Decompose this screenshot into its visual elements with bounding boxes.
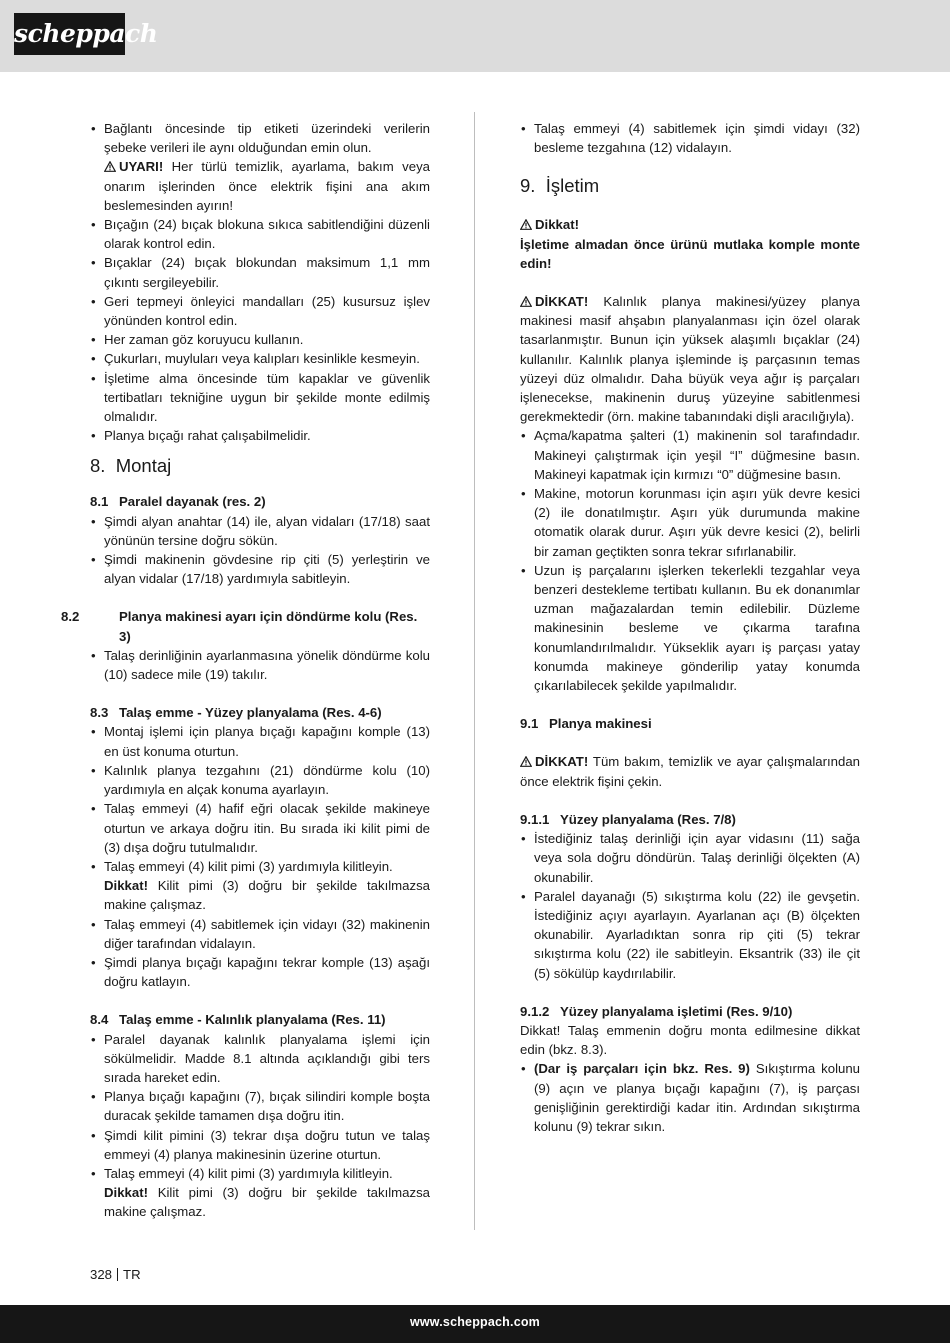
subsection-heading: 9.1.1 Yüzey planyalama (Res. 7/8) [520,811,736,827]
list-item: • Paralel dayanak kalınlık planyalama işlemi için sökülmelidir. Madde 8.1 altında açıklandığı gibi ters sırada hareket edin. [90,1030,430,1088]
right-column [520,119,860,1136]
warning-triangle-icon [520,217,535,232]
list-item: • Şimdi makinenin gövdesine rip çiti (5) yerleştirin ve alyan vidalar (17/18) yardımıyla sabitleyin. [90,550,430,588]
list-item: • Çukurları, muyluları veya kalıpları kesinlikle kesmeyin. [90,349,430,368]
list-item: • Şimdi alyan anahtar (14) ile, alyan vidaları (17/18) saat yönünün tersine doğru sökün. [90,512,430,550]
header-bar [0,0,950,72]
list-item: • Talaş emmeyi (4) kilit pimi (3) yardımıyla kilitleyin. Dikkat! Kilit pimi (3) doğru bir şekilde takılmazsa makine çalışmaz. [90,857,430,915]
attention-note: Dikkat! [520,215,860,234]
list-item: • Şimdi kilit pimini (3) tekrar dışa doğru tutun ve talaş emmeyi (4) planya makinesinin üzerine oturtun. [90,1126,430,1164]
list-item: • Planya bıçağı rahat çalışabilmelidir. [90,426,430,445]
warning-triangle-icon [520,754,535,769]
list-item: • İşletime alma öncesinde tüm kapaklar ve güvenlik tertibatları tekniğine uygun bir şekilde monte edilmiş olmalıdır. [90,369,430,427]
warning-label: UYARI! [119,159,164,175]
body-text: Dikkat! Talaş emmenin doğru monta edilmesine dikkat edin (bkz. 8.3). [520,1022,860,1058]
column-divider [474,112,475,1230]
left-column [61,119,430,1222]
list-item: • Açma/kapatma şalteri (1) makinenin sol tarafındadır. Makineyi çalıştırmak için yeşil “I” düğmesine basın. Makineyi kapatmak için kırmızı “0” düğmesine basın. [520,426,860,484]
page-language: TR [123,1267,141,1282]
subsection-heading: 9.1.2 Yüzey planyalama işletimi (Res. 9/10) [520,1003,793,1019]
website-url: www.scheppach.com [409,1315,540,1329]
subsection-heading: 8.2 Planya makinesi ayarı için döndürme kolu (Res. 3) [61,609,418,644]
warning-note [90,157,430,215]
list-item: • Talaş derinliğinin ayarlanmasına yönelik döndürme kolu (10) sadece mile (19) takılır. [90,646,430,684]
list-item: • Kalınlık planya tezgahını (21) döndürme kolu (10) yardımıyla en alçak konuma ayarlayın. [90,761,430,799]
page-number: 328 [90,1267,113,1282]
list-item: • Paralel dayanağı (5) sıkıştırma kolu (22) ile gevşetin. İstediğiniz açıyı ayarlayın. Ayarlanan açı (B) ölçekten okunabilir. Ayarladıktan sonra rip çiti (5) tekrar sıkıştırma kolu (22) ile sabitleyin. Eksantrik (33) ile çit (5) sökülüp kaydırılabilir. [520,887,860,983]
list-item: • Planya bıçağı kapağını (7), bıçak silindiri komple boşta duracak şekilde tamamen dışa doğru itin. [90,1087,430,1125]
list-item: • Bağlantı öncesinde tip etiketi üzerindeki verilerin şebeke verileri ile aynı olduğundan emin olun. [90,119,430,157]
list-item: • Montaj işlemi için planya bıçağı kapağını komple (13) en üst konuma oturtun. [90,722,430,760]
caution-note: DİKKAT! Tüm bakım, temizlik ve ayar çalışmalarından önce elektrik fişini çekin. [520,754,860,789]
list-item: • Talaş emmeyi (4) sabitlemek için şimdi vidayı (32) besleme tezgahına (12) vidalayın. [520,119,860,157]
section-heading-montaj: 8. Montaj [90,455,172,477]
list-item: • Geri tepmeyi önleyici mandalları (25) kusursuz işlev yönünden kontrol edin. [90,292,430,330]
list-item: • Uzun iş parçalarını işlerken tekerlekli tezgahlar veya benzeri destekleme tertibatı kullanın. Bu ek donanımlar uzman mağazalardan temin edilebilir. Düzleme makinesinin besleme ve çıkarma tarafına konumlandırılmalıdır. Yükseklik ayarı iş parçası yatay konumda makineye gönderilip yatay konumda çıkarılabilecek şekilde yapılmalıdır. [520,561,860,695]
warning-triangle-icon [104,159,119,174]
list-item: • Talaş emmeyi (4) sabitlemek için vidayı (32) makinenin diğer tarafından vidalayın. [90,915,430,953]
footer-separator [117,1268,118,1281]
list-item: • Talaş emmeyi (4) kilit pimi (3) yardımıyla kilitleyin. Dikkat! Kilit pimi (3) doğru bir şekilde takılmazsa makine çalışmaz. [90,1164,430,1222]
list-item: • Her zaman göz koruyucu kullanın. [90,330,430,349]
list-item: • Bıçaklar (24) bıçak blokundan maksimum 1,1 mm çıkıntı sergileyebilir. [90,253,430,291]
caution-note: DİKKAT! Kalınlık planya makinesi/yüzey planya makinesi masif ahşabın planyalanması için özel olarak tasarlanmıştır. Bunun için yüksek alaşımlı bıçaklar (24) kullanılır. Kalınlık planya işleminde iş parçasının temas yüzeyi düz olmalıdır. Daha büyük veya ağır iş parçaları işlenecekse, makinenin duruş yüzeyine sabitlenmesi gerekmektedir (örn. makine tabanındaki dişli aracılığıyla). [520,294,860,425]
list-item: • İstediğiniz talaş derinliği için ayar vidasını (11) sağa veya sola doğru döndürün. Talaş derinliği ölçekten (A) okunabilir. [520,829,860,887]
section-heading-isletim: 9. İşletim [520,175,600,197]
list-item: • Şimdi planya bıçağı kapağını tekrar komple (13) aşağı doğru katlayın. [90,953,430,991]
list-item: • Talaş emmeyi (4) hafif eğri olacak şekilde makineye oturtun ve arkaya doğru itin. Bu sırada iki kilit pimi de (3) dışa doğru tutulmalıdır. [90,799,430,857]
subsection-heading: 9.1 Planya makinesi [520,716,652,732]
brand-logo: scheppach [14,13,125,55]
footer-bar [0,1305,950,1343]
list-item: • Bıçağın (24) bıçak blokuna sıkıca sabitlendiğini düzenli olarak kontrol edin. [90,215,430,253]
subsection-heading: 8.4 Talaş emme - Kalınlık planyalama (Res. 11) [90,1012,386,1028]
list-item: • (Dar iş parçaları için bkz. Res. 9) Sıkıştırma kolunu (9) açın ve planya bıçağı kapağını (7), iş parçası genişliğinin gerektirdiği kadar itin. Ardından sıkıştırma kolunu (9) tekrar sıkın. [520,1059,860,1136]
list-item: • Makine, motorun korunması için aşırı yük devre kesici (2) ile donatılmıştır. Aşırı yük durumunda makine otomatik olarak durur. Aşırı yük devre kesici (2), belirli bir zaman geçtikten sonra tekrar sıfırlanabilir. [520,484,860,561]
attention-text: İşletime almadan önce ürünü mutlaka komple monte edin! [520,236,860,271]
page-footer [90,1265,141,1284]
subsection-heading: 8.1 Paralel dayanak (res. 2) [90,494,266,510]
warning-triangle-icon [520,294,535,309]
warning-text: Her türlü temizlik, ayarlama, bakım veya onarım işlerinden önce elektrik fişini ana akım beslemesinden ayırın! [104,159,430,213]
subsection-heading: 8.3 Talaş emme - Yüzey planyalama (Res. 4-6) [90,705,382,721]
